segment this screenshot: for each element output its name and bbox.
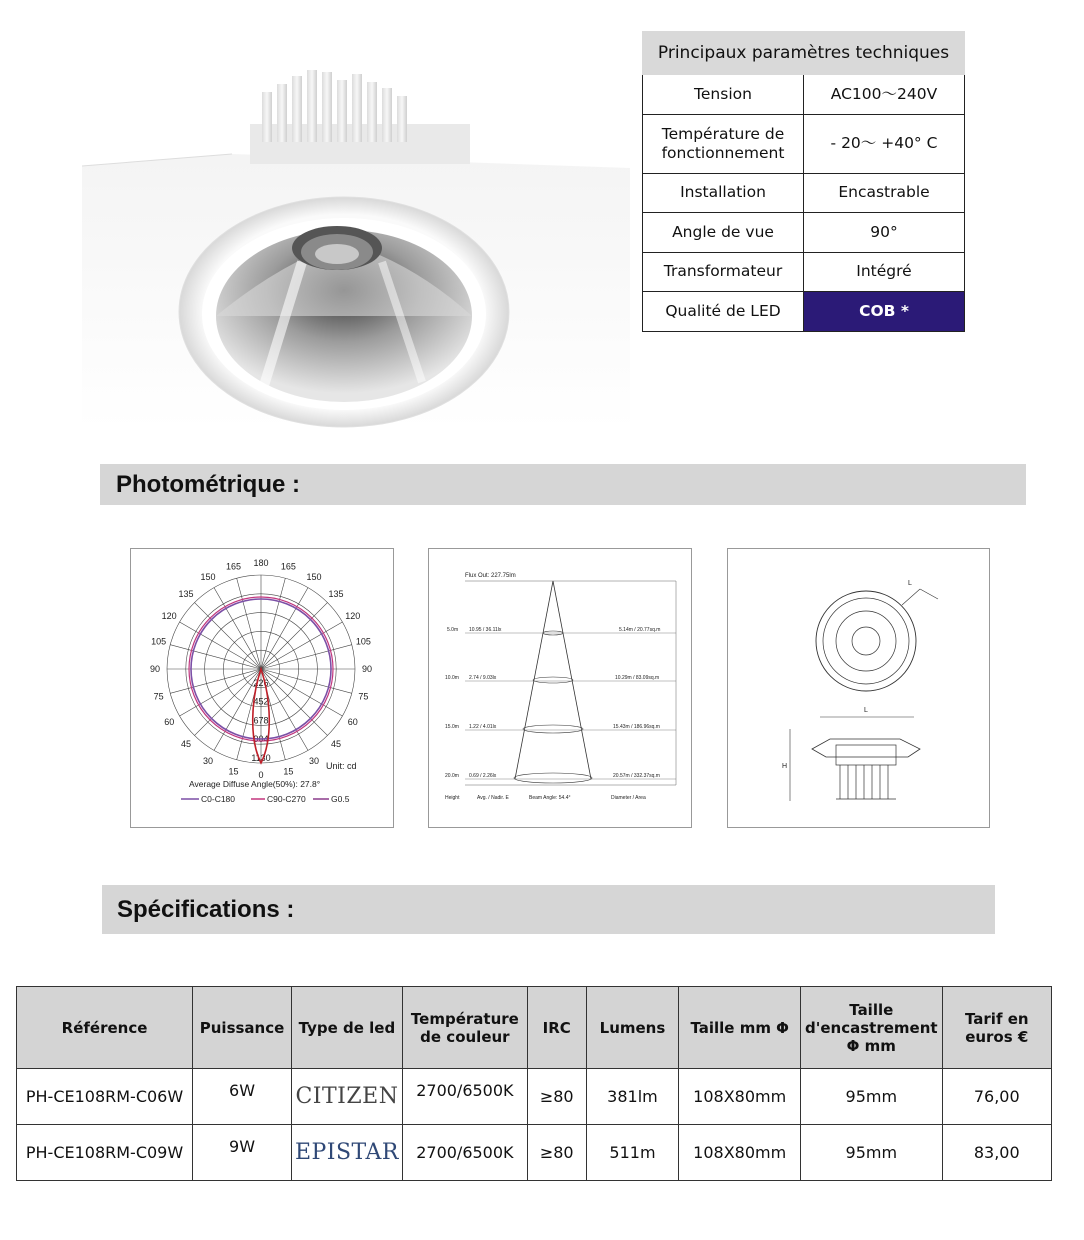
polar-angle-label: 90 (361, 664, 373, 674)
header-cutout: Taille d'encastrement Φ mm (801, 987, 943, 1069)
beam-diam: 20.57m / 332.37sq.m (613, 773, 660, 779)
polar-intensity-label: 1130 (251, 753, 271, 763)
product-image (82, 62, 630, 430)
polar-intensity-label: 904 (253, 734, 269, 745)
param-value: AC100〜240V (804, 75, 965, 115)
polar-angle-label: 150 (306, 572, 322, 583)
flux-label: Flux Out: 227.75lm (465, 573, 516, 579)
beam-avg: 10.95 / 36.11lx (469, 627, 502, 633)
beam-footer-height: Height (445, 795, 460, 801)
cell-reference: PH-CE108RM-C06W (17, 1069, 193, 1125)
dimension-h: H (782, 763, 788, 770)
header-price: Tarif en euros € (942, 987, 1051, 1069)
polar-angle-label: 0 (258, 770, 264, 780)
specifications-section-bar (102, 885, 995, 934)
cell-color-temp: 2700/6500K (402, 1125, 527, 1181)
cell-irc: ≥80 (527, 1069, 586, 1125)
polar-unit-label: Unit: cd (326, 761, 357, 771)
beam-diam: 5.14m / 20.77sq.m (619, 627, 661, 633)
header-reference: Référence (17, 987, 193, 1069)
polar-diagram-panel (130, 548, 394, 828)
polar-angle-label: 165 (280, 561, 296, 572)
param-label: Transformateur (643, 252, 804, 292)
polar-spoke (261, 603, 327, 669)
param-value: Encastrable (804, 173, 965, 213)
cell-cutout: 95mm (801, 1069, 943, 1125)
polar-angle-label: 105 (355, 636, 371, 647)
polar-angle-label: 45 (181, 738, 192, 749)
polar-intensity-label: 226 (253, 677, 269, 688)
table-row (17, 1125, 1052, 1181)
photometric-heading: Photométrique : (116, 470, 300, 498)
param-label: Angle de vue (643, 213, 804, 253)
led-quality-value: COB * (804, 292, 965, 332)
param-label: Tension (643, 75, 804, 115)
param-value: - 20〜 +40° C (804, 114, 965, 173)
cell-lumens: 511m (586, 1125, 679, 1181)
header-led-type: Type de led (292, 987, 403, 1069)
beam-height: 20.0m (445, 773, 459, 779)
beam-diagram-panel (428, 548, 692, 828)
polar-angle-label: 30 (308, 755, 320, 766)
cell-price: 76,00 (942, 1069, 1051, 1125)
polar-angle-label: 15 (283, 766, 294, 777)
polar-spoke (195, 603, 261, 669)
polar-diagram (131, 549, 395, 829)
header-irc: IRC (527, 987, 586, 1069)
polar-angle-label: 30 (202, 755, 214, 766)
cell-size: 108X80mm (679, 1069, 801, 1125)
param-label: Qualité de LED (643, 292, 804, 332)
dimension-l-side: L (864, 707, 868, 714)
header-size: Taille mm Φ (679, 987, 801, 1069)
dimension-drawing (728, 549, 991, 829)
polar-spoke (261, 645, 352, 669)
beam-diam: 15.43m / 186.96sq.m (613, 724, 660, 730)
param-label: Température de fonctionnement (643, 114, 804, 173)
header-power: Puissance (193, 987, 292, 1069)
parameters-table (642, 31, 965, 332)
polar-angle-label: 135 (178, 589, 194, 600)
param-value: Intégré (804, 252, 965, 292)
beam-height: 5.0m (447, 627, 459, 633)
cell-size: 108X80mm (679, 1125, 801, 1181)
beam-diam: 10.29m / 83.09sq.m (615, 675, 660, 681)
polar-angle-label: 15 (228, 766, 239, 777)
beam-avg: 2.74 / 9.03lx (469, 675, 497, 681)
photometric-section-bar (100, 464, 1026, 505)
cell-lumens: 381lm (586, 1069, 679, 1125)
polar-angle-label: 180 (253, 558, 269, 568)
polar-spoke (261, 669, 352, 693)
spec-header-row (17, 987, 1052, 1069)
legend-c0: C0-C180 (201, 794, 236, 804)
param-label: Installation (643, 173, 804, 213)
citizen-logo: CITIZEN (292, 1069, 403, 1125)
cell-irc: ≥80 (527, 1125, 586, 1181)
polar-angle-label: 75 (358, 691, 369, 702)
epistar-logo: EPISTAR (292, 1125, 403, 1181)
cell-power: 6W (193, 1069, 292, 1125)
polar-angle-label: 60 (164, 717, 175, 727)
polar-angle-label: 150 (200, 572, 216, 583)
legend-g: G0.5 (331, 794, 350, 804)
cell-power: 9W (193, 1125, 292, 1181)
cell-price: 83,00 (942, 1125, 1051, 1181)
polar-intensity-label: 452 (253, 696, 269, 707)
beam-diagram (429, 549, 693, 829)
beam-avg: 0.69 / 2.26lx (469, 773, 497, 779)
polar-spoke (195, 669, 261, 735)
polar-angle-label: 75 (153, 691, 164, 702)
polar-spoke (170, 645, 261, 669)
beam-height: 15.0m (445, 724, 459, 730)
polar-angle-label: 105 (151, 636, 167, 647)
specifications-heading: Spécifications : (117, 895, 295, 923)
beam-footer-diam: Diameter / Area (611, 795, 646, 801)
dimension-l-top: L (908, 580, 912, 587)
header-lumens: Lumens (586, 987, 679, 1069)
cell-reference: PH-CE108RM-C09W (17, 1125, 193, 1181)
polar-angle-label: 135 (328, 589, 344, 600)
polar-spoke (237, 578, 261, 669)
beam-footer-angle: Beam Angle: 54.4° (529, 795, 571, 801)
specifications-table (16, 986, 1052, 1181)
polar-spoke (170, 669, 261, 693)
polar-intensity-label: 678 (253, 715, 269, 726)
cell-color-temp: 2700/6500K (402, 1069, 527, 1125)
cell-cutout: 95mm (801, 1125, 943, 1181)
parameters-title: Principaux paramètres techniques (643, 32, 965, 75)
polar-angle-label: 60 (347, 717, 358, 727)
param-value: 90° (804, 213, 965, 253)
legend-c90: C90-C270 (267, 794, 306, 804)
beam-height: 10.0m (445, 675, 459, 681)
average-angle-label: Average Diffuse Angle(50%): 27.8° (189, 779, 321, 789)
polar-angle-label: 120 (161, 611, 177, 621)
polar-spoke (261, 578, 285, 669)
polar-angle-label: 120 (345, 611, 361, 621)
table-row (17, 1069, 1052, 1125)
beam-footer-avg: Avg. / Nadir. E (477, 795, 509, 801)
polar-angle-label: 90 (149, 664, 161, 674)
beam-avg: 1.22 / 4.01lx (469, 724, 497, 730)
polar-spoke (261, 669, 327, 735)
polar-angle-label: 165 (226, 561, 242, 572)
dimension-drawing-panel (727, 548, 990, 828)
polar-angle-label: 45 (330, 738, 341, 749)
header-color-temp: Température de couleur (402, 987, 527, 1069)
